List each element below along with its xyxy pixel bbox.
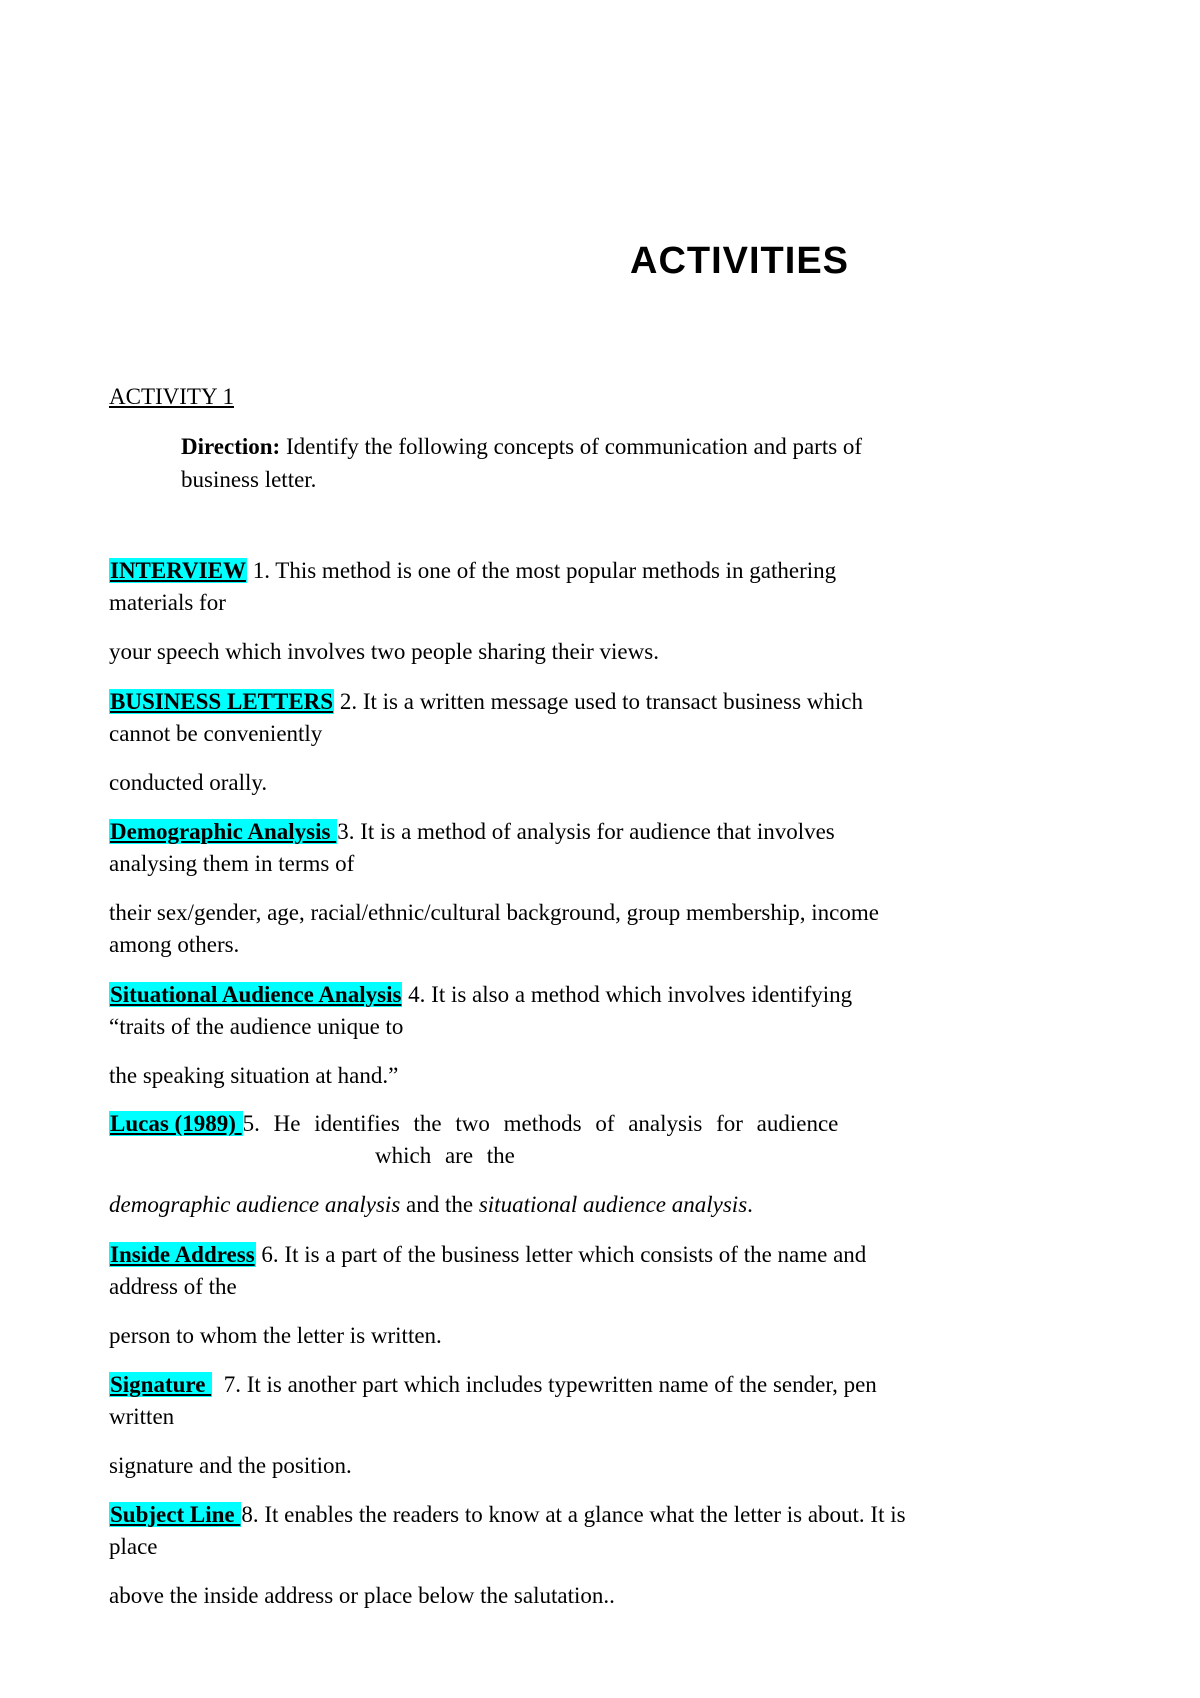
direction-text-continued: business letter. — [181, 467, 317, 492]
item-text: and the — [400, 1192, 479, 1217]
item-question-continued: among others. — [109, 932, 240, 957]
item-question-continued — [109, 1189, 1109, 1221]
activity-item-6 — [109, 1239, 1109, 1352]
item-question: 2. It is a written message used to transact business which — [334, 689, 863, 714]
item-question-continued: signature and the position. — [109, 1453, 352, 1478]
item-question-continued: your speech which involves two people sharing their views. — [109, 639, 659, 664]
activity-heading: ACTIVITY 1 — [109, 384, 234, 409]
answer-highlight: Signature — [110, 1372, 212, 1397]
item-question-continued: cannot be conveniently — [109, 721, 323, 746]
item-question: 3. It is a method of analysis for audience that involves — [337, 819, 835, 844]
direction-text: Identify the following concepts of communication and parts of — [280, 434, 863, 459]
item-question-continued: conducted orally. — [109, 770, 268, 795]
item-question-continued: their sex/gender, age, racial/ethnic/cultural background, group membership, income — [109, 900, 879, 925]
direction-label: Direction: — [181, 434, 281, 459]
italic-term: demographic audience analysis — [109, 1192, 401, 1217]
item-question: 7. It is another part which includes typewritten name of the sender, pen — [212, 1372, 877, 1397]
item-question: 6. It is a part of the business letter which consists of the name and — [255, 1242, 867, 1267]
activity-item-5 — [109, 1108, 1109, 1221]
activity-item-8 — [109, 1499, 1109, 1612]
activity-item-2 — [109, 686, 1109, 799]
answer-highlight: Demographic Analysis — [110, 819, 337, 844]
item-question: 8. It enables the readers to know at a glance what the letter is about. It is — [241, 1502, 906, 1527]
answer-highlight: Situational Audience Analysis — [110, 982, 402, 1007]
answer-highlight: Inside Address — [110, 1242, 255, 1267]
item-question: 1. This method is one of the most popular methods in gathering — [246, 558, 837, 583]
answer-highlight: Lucas (1989) — [110, 1111, 242, 1136]
item-question-continued: the speaking situation at hand.” — [109, 1063, 399, 1088]
italic-term: situational audience analysis — [478, 1192, 748, 1217]
item-question: 4. It is also a method which involves identifying — [402, 982, 853, 1007]
activity-item-3 — [109, 816, 1109, 961]
item-question-continued: above the inside address or place below the salutation.. — [109, 1583, 615, 1608]
activity-item-7 — [109, 1369, 1109, 1482]
answer-highlight: BUSINESS LETTERS — [110, 689, 334, 714]
answer-highlight: Subject Line — [110, 1502, 241, 1527]
page-title: ACTIVITIES — [630, 240, 850, 282]
answer-highlight: INTERVIEW — [110, 558, 246, 583]
item-question-continued: “traits of the audience unique to — [109, 1014, 404, 1039]
item-question-continued: person to whom the letter is written. — [109, 1323, 442, 1348]
item-text: . — [747, 1192, 753, 1217]
item-question-continued: which are the — [375, 1143, 515, 1168]
item-question-continued: written — [109, 1404, 175, 1429]
item-question-continued: place — [109, 1534, 158, 1559]
item-question-continued: analysing them in terms of — [109, 851, 355, 876]
item-question-continued: address of the — [109, 1274, 237, 1299]
activity-item-1 — [109, 555, 1109, 668]
direction-paragraph — [181, 430, 1081, 496]
item-question: 5. He identifies the two methods of analysis for audience — [242, 1111, 839, 1136]
item-question-continued: materials for — [109, 590, 226, 615]
activity-item-4 — [109, 979, 1109, 1092]
